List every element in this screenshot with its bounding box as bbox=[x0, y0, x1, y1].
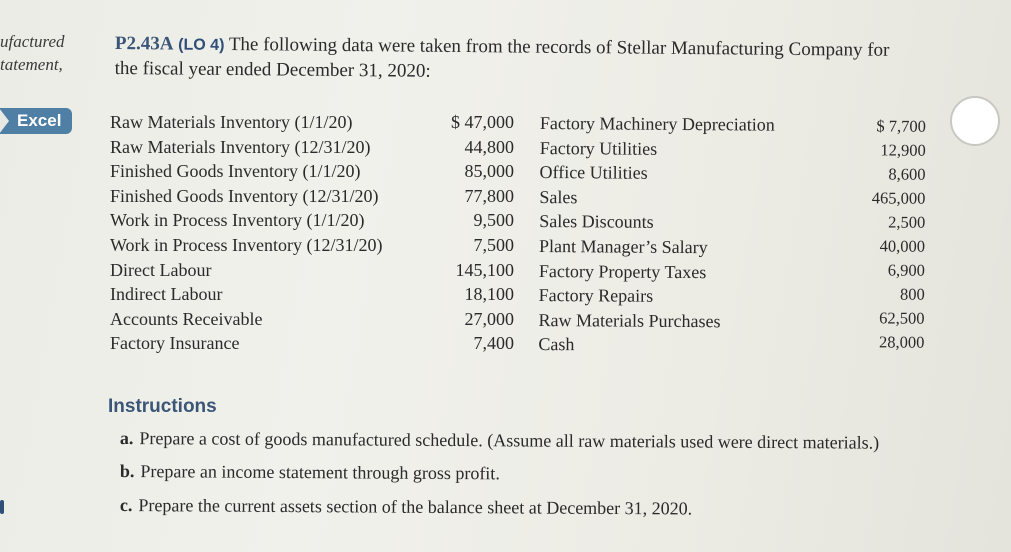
learning-objective: (LO 4) bbox=[178, 36, 225, 54]
account-value: $ 7,700 bbox=[876, 116, 926, 136]
instruction-text: Prepare an income statement through gross profit. bbox=[140, 461, 500, 484]
right-account-names bbox=[538, 111, 775, 359]
account-name: Finished Goods Inventory (12/31/20) bbox=[110, 185, 379, 206]
instruction-item-b bbox=[120, 461, 500, 484]
account-name: Factory Machinery Depreciation bbox=[539, 112, 775, 135]
account-name: Finished Goods Inventory (1/1/20) bbox=[110, 161, 361, 182]
account-value: 27,000 bbox=[464, 308, 514, 329]
account-name: Work in Process Inventory (12/31/20) bbox=[110, 234, 383, 255]
account-value: 465,000 bbox=[871, 188, 926, 208]
account-name: Office Utilities bbox=[539, 162, 648, 183]
account-name: Factory Property Taxes bbox=[538, 260, 707, 282]
account-name: Raw Materials Inventory (12/31/20) bbox=[110, 136, 371, 157]
account-name: Direct Labour bbox=[110, 259, 212, 280]
account-value: $ 47,000 bbox=[451, 112, 514, 132]
account-name: Cash bbox=[538, 334, 575, 355]
instruction-item-a bbox=[120, 428, 879, 454]
instruction-letter: b. bbox=[119, 461, 135, 482]
instruction-letter: a. bbox=[119, 428, 134, 449]
account-name: Work in Process Inventory (1/1/20) bbox=[110, 210, 365, 231]
account-value: 18,100 bbox=[464, 284, 514, 305]
margin-blue-mark bbox=[0, 500, 4, 514]
instruction-text: Prepare a cost of goods manufactured schedule. (Assume all raw materials used were direct materials.) bbox=[139, 428, 880, 453]
problem-intro-line1: The following data were taken from the records of Stellar Manufacturing Company for bbox=[228, 33, 890, 61]
account-name: Sales bbox=[539, 186, 578, 208]
account-name: Plant Manager’s Salary bbox=[538, 235, 708, 258]
account-value: 9,500 bbox=[473, 210, 514, 231]
account-name: Sales Discounts bbox=[539, 211, 654, 233]
instruction-letter: c. bbox=[119, 495, 133, 516]
account-value: 800 bbox=[899, 284, 925, 304]
account-value: 7,500 bbox=[473, 234, 514, 255]
account-name: Factory Insurance bbox=[110, 333, 240, 354]
instructions-heading: Instructions bbox=[108, 396, 217, 417]
account-value: 77,800 bbox=[464, 185, 514, 206]
account-value: 6,900 bbox=[887, 260, 925, 280]
instruction-item-c bbox=[120, 495, 692, 519]
left-account-names bbox=[110, 110, 383, 356]
margin-note-line2: tatement, bbox=[0, 55, 63, 74]
account-value: 145,100 bbox=[455, 259, 514, 280]
problem-header bbox=[115, 32, 935, 88]
account-value: 12,900 bbox=[880, 140, 926, 160]
account-value: 85,000 bbox=[464, 161, 514, 182]
account-value: 44,800 bbox=[464, 136, 514, 157]
margin-note-line1: ufactured bbox=[0, 32, 65, 51]
right-account-values bbox=[818, 114, 926, 355]
account-value: 8,600 bbox=[888, 164, 926, 184]
account-value: 2,500 bbox=[888, 212, 926, 232]
account-name: Raw Materials Inventory (1/1/20) bbox=[110, 112, 353, 132]
account-name: Accounts Receivable bbox=[110, 308, 263, 329]
account-value: 62,500 bbox=[879, 308, 925, 328]
excel-label: Excel bbox=[17, 111, 62, 130]
problem-intro-line2: the fiscal year ended December 31, 2020: bbox=[114, 57, 431, 82]
account-name: Raw Materials Purchases bbox=[538, 309, 721, 332]
left-account-values bbox=[420, 110, 514, 356]
circle-marker-icon bbox=[950, 96, 1000, 146]
account-value: 40,000 bbox=[879, 236, 926, 256]
excel-arrow-icon bbox=[0, 108, 9, 134]
account-name: Indirect Labour bbox=[110, 284, 223, 305]
account-value: 28,000 bbox=[878, 332, 925, 352]
problem-number: P2.43A bbox=[114, 32, 174, 55]
instruction-text: Prepare the current assets section of the balance sheet at December 31, 2020. bbox=[138, 495, 693, 519]
excel-badge bbox=[0, 108, 72, 134]
account-name: Factory Utilities bbox=[539, 137, 658, 159]
account-value: 7,400 bbox=[473, 333, 514, 354]
account-name: Factory Repairs bbox=[538, 285, 654, 306]
